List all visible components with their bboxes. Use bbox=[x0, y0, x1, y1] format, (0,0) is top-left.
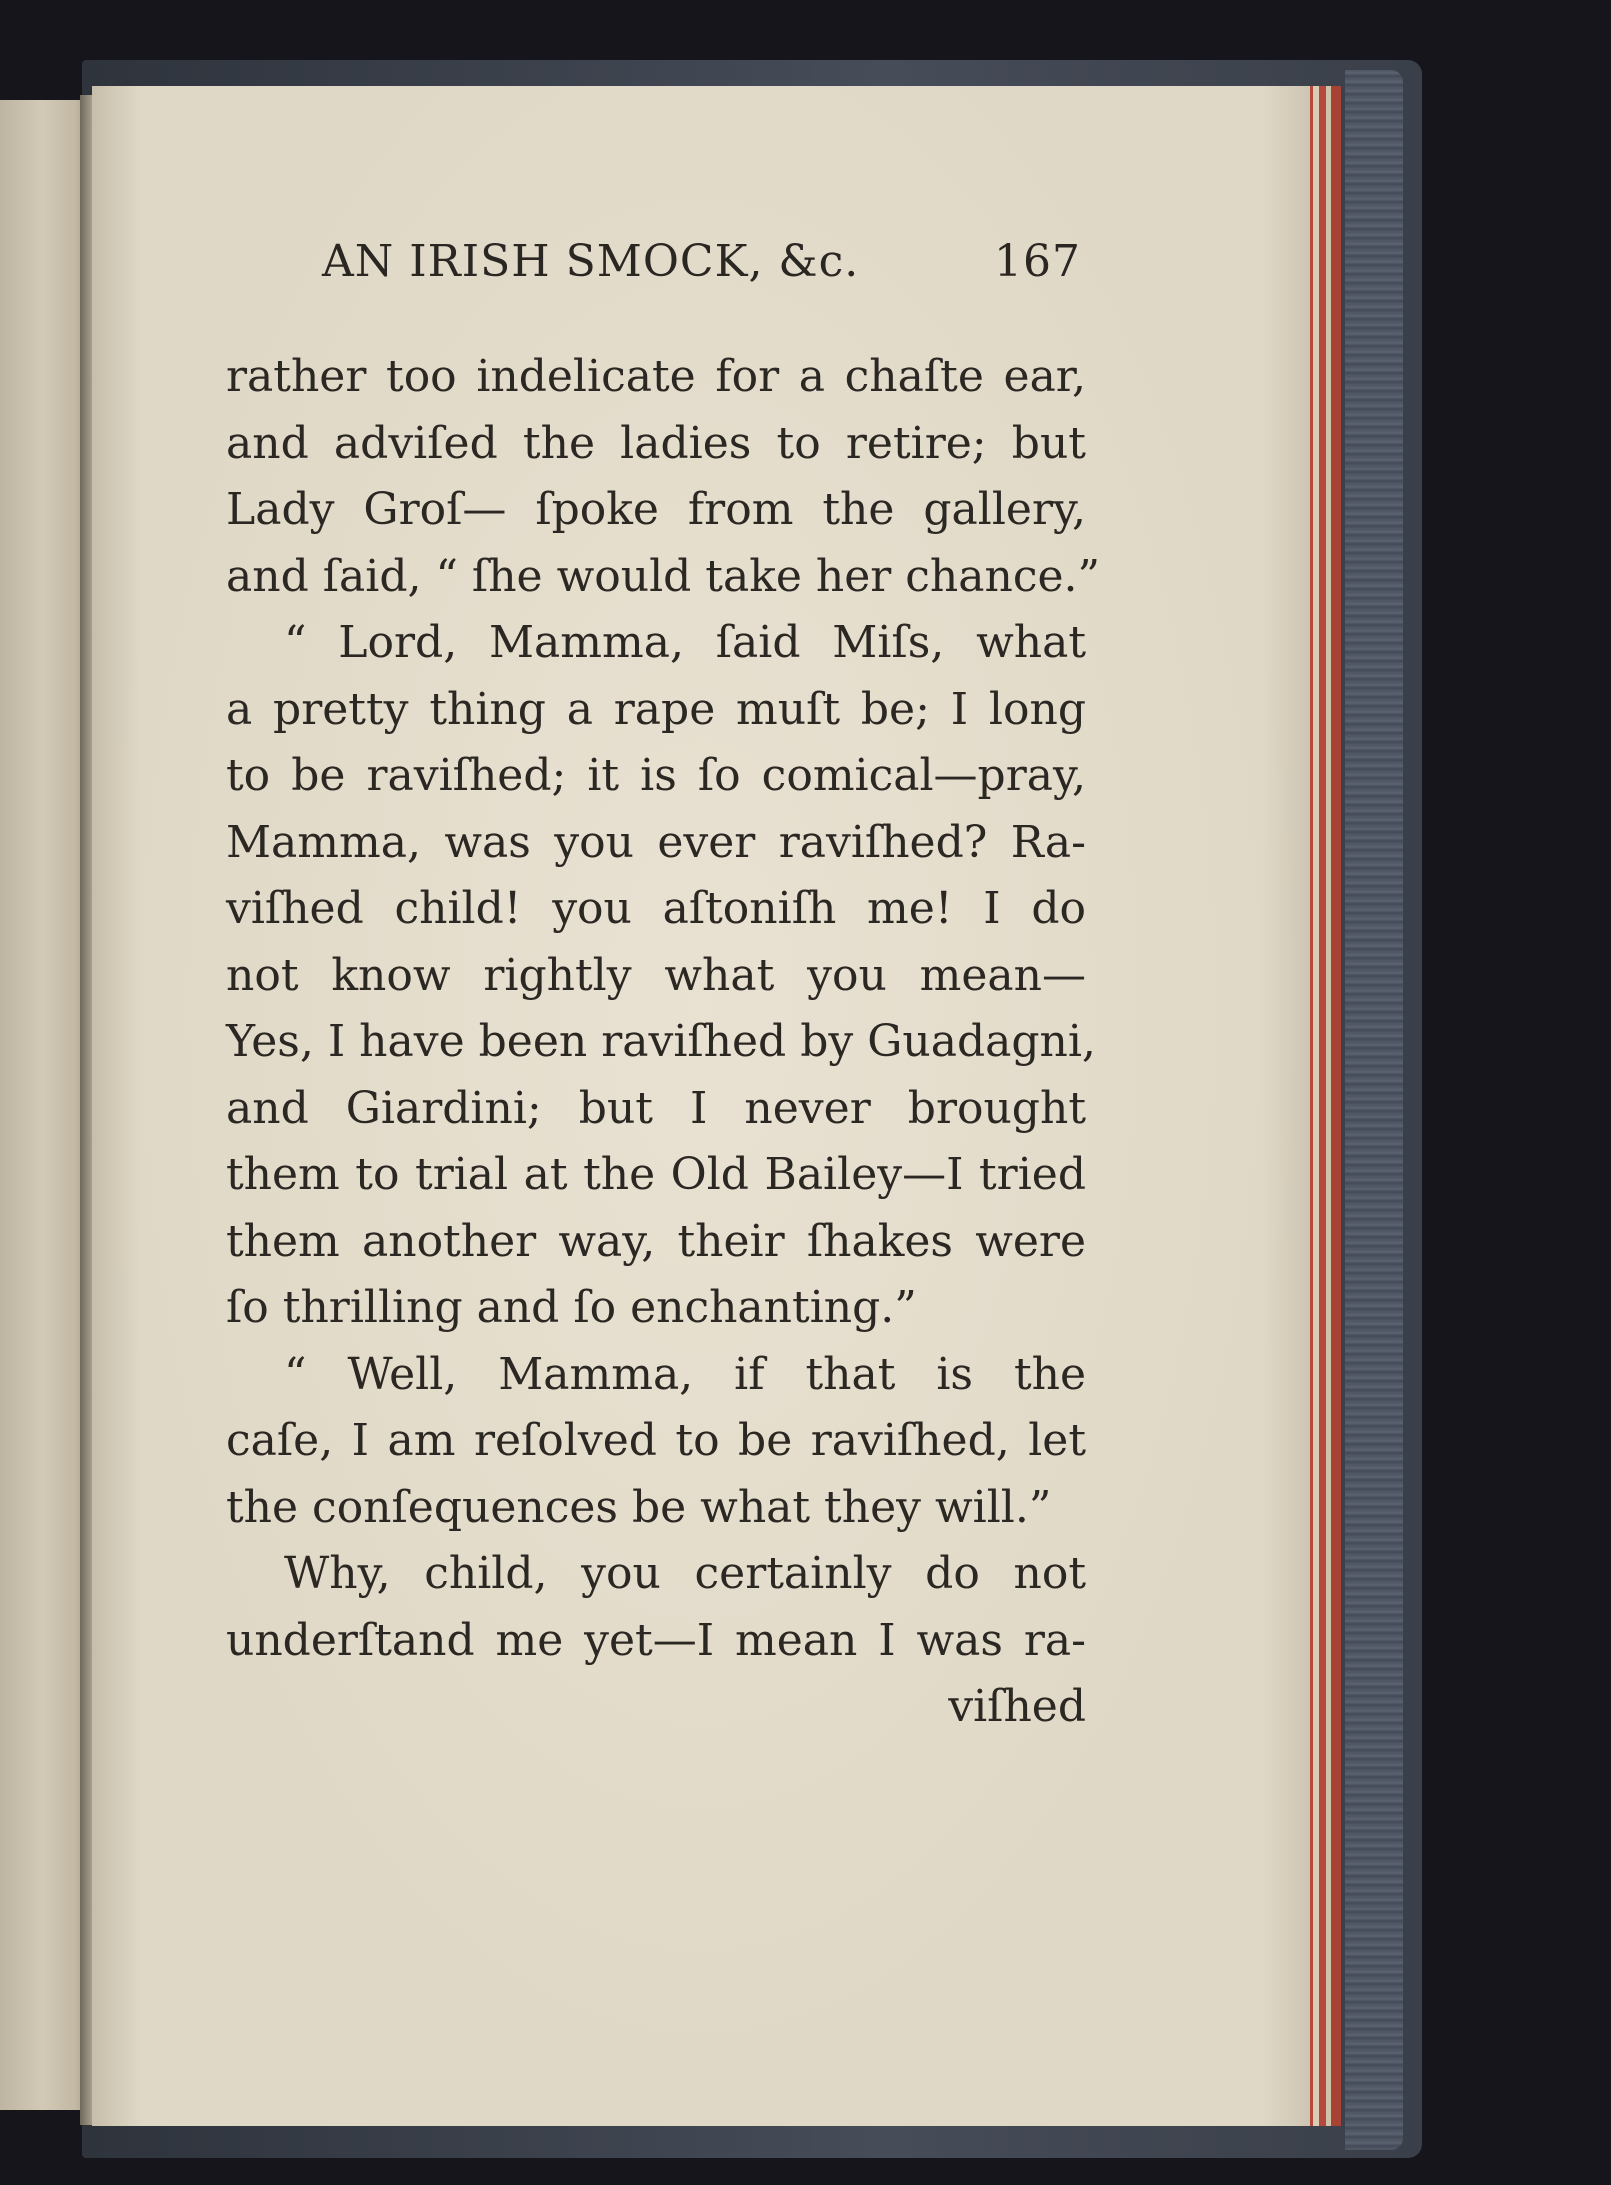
running-head-title: AN IRISH SMOCK, &c. bbox=[322, 236, 860, 287]
text-line: caſe, I am reſolved to be raviſhed, let bbox=[226, 1415, 1086, 1466]
red-page-edge bbox=[1331, 86, 1341, 2126]
text-line: a pretty thing a rape muſt be; I long bbox=[226, 683, 1086, 735]
text-line: and ſaid, “ ſhe would take her chance.” bbox=[226, 550, 1101, 602]
text-line: not know rightly what you mean— bbox=[226, 949, 1086, 1001]
body-text bbox=[226, 344, 1101, 1741]
text-line: them another way, their ſhakes were bbox=[226, 1215, 1086, 1267]
text-line: the conſequences be what they will.” bbox=[226, 1481, 1052, 1533]
text-line: underſtand me yet—I mean I was ra- bbox=[226, 1614, 1086, 1666]
page-number: 167 bbox=[994, 236, 1081, 287]
text-line: and adviſed the ladies to retire; but bbox=[226, 417, 1086, 469]
text-line: “ Well, Mamma, if that is the bbox=[284, 1348, 1086, 1400]
red-page-edge bbox=[1319, 86, 1326, 2126]
running-head bbox=[322, 236, 1082, 296]
catchword: viſhed bbox=[948, 1681, 1086, 1732]
text-line: Yes, I have been raviſhed by Guadagni, bbox=[226, 1016, 1096, 1067]
text-line: rather too indelicate for a chaſte ear, bbox=[226, 351, 1086, 402]
text-line: and Giardini; but I never brought bbox=[226, 1082, 1086, 1134]
text-line: viſhed child! you aſtoniſh me! I do bbox=[226, 883, 1086, 934]
text-line: “ Lord, Mamma, ſaid Miſs, what bbox=[284, 617, 1086, 668]
text-line: Why, child, you certainly do not bbox=[284, 1548, 1086, 1599]
text-line: to be raviſhed; it is ſo comical—pray, bbox=[226, 750, 1086, 801]
text-line: Mamma, was you ever raviſhed? Ra- bbox=[226, 816, 1086, 868]
text-line: them to trial at the Old Bailey—I tried bbox=[226, 1149, 1086, 1200]
text-line: Lady Groſ— ſpoke from the gallery, bbox=[226, 484, 1086, 535]
binding-spine-edge bbox=[1345, 70, 1403, 2150]
text-line: ſo thrilling and ſo enchanting.” bbox=[226, 1282, 917, 1333]
